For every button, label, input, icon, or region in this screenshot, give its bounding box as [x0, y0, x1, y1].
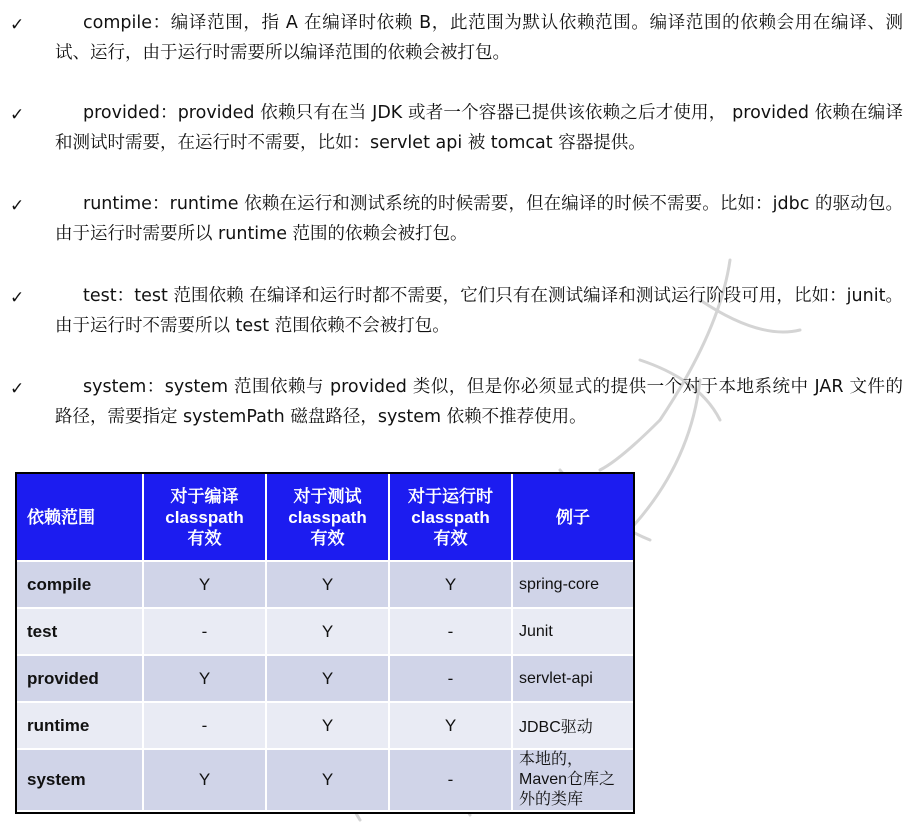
cell-example: JDBC驱动 [512, 702, 633, 749]
cell-scope: compile [17, 561, 143, 608]
cell-compile: - [143, 702, 266, 749]
table-row [17, 655, 633, 702]
cell-compile: Y [143, 561, 266, 608]
cell-example: spring-core [512, 561, 633, 608]
bullet-text: system：system 范围依赖与 provided 类似，但是你必须显式的提供一个对于本地系统中 JAR 文件的路径，需要指定 systemPath 磁盘路径，system 依赖不推荐使用。 [55, 377, 903, 427]
table-row [17, 749, 633, 810]
cell-runtime: - [389, 655, 512, 702]
table-row [17, 702, 633, 749]
cell-test: Y [266, 655, 389, 702]
cell-scope: system [17, 749, 143, 810]
checkmark-icon: ✓ [10, 379, 25, 399]
header-example [512, 474, 633, 561]
cell-test: Y [266, 749, 389, 810]
header-label: 对于编译 classpath 有效 [165, 486, 244, 548]
cell-runtime: Y [389, 561, 512, 608]
cell-runtime: Y [389, 702, 512, 749]
header-label: 依赖范围 [27, 507, 95, 527]
bullet-text: provided：provided 依赖只有在当 JDK 或者一个容器已提供该依赖之后才使用， provided 依赖在编译和测试时需要，在运行时不需要，比如：servlet api 被 tomcat 容器提供。 [55, 103, 903, 153]
cell-scope: provided [17, 655, 143, 702]
cell-example: servlet-api [512, 655, 633, 702]
scope-table [15, 472, 635, 814]
checkmark-icon: ✓ [10, 15, 25, 35]
table-row [17, 608, 633, 655]
header-test-classpath [266, 474, 389, 561]
table-row [17, 561, 633, 608]
header-label: 例子 [556, 507, 590, 527]
cell-scope: runtime [17, 702, 143, 749]
header-compile-classpath [143, 474, 266, 561]
header-scope [17, 474, 143, 561]
cell-test: Y [266, 561, 389, 608]
header-runtime-classpath [389, 474, 512, 561]
checkmark-icon: ✓ [10, 105, 25, 125]
cell-compile: Y [143, 749, 266, 810]
checkmark-icon: ✓ [10, 196, 25, 216]
bullet-text: test：test 范围依赖 在编译和运行时都不需要，它们只有在测试编译和测试运行阶段可用，比如：junit。由于运行时不需要所以 test 范围依赖不会被打包。 [55, 286, 903, 336]
bullet-text: compile：编译范围，指 A 在编译时依赖 B，此范围为默认依赖范围。编译范围的依赖会用在编译、测试、运行，由于运行时需要所以编译范围的依赖会被打包。 [55, 13, 903, 63]
cell-runtime: - [389, 749, 512, 810]
cell-scope: test [17, 608, 143, 655]
cell-example: Junit [512, 608, 633, 655]
header-label: 对于测试 classpath 有效 [288, 486, 367, 548]
checkmark-icon: ✓ [10, 288, 25, 308]
header-label: 对于运行时 classpath 有效 [408, 486, 493, 548]
cell-compile: Y [143, 655, 266, 702]
bullet-text: runtime：runtime 依赖在运行和测试系统的时候需要，但在编译的时候不需要。比如：jdbc 的驱动包。由于运行时需要所以 runtime 范围的依赖会被打包。 [55, 194, 903, 244]
cell-runtime: - [389, 608, 512, 655]
cell-compile: - [143, 608, 266, 655]
cell-example: 本地的， Maven仓库之 外的类库 [512, 749, 633, 810]
cell-test: Y [266, 702, 389, 749]
cell-test: Y [266, 608, 389, 655]
table-header-row [17, 474, 633, 561]
